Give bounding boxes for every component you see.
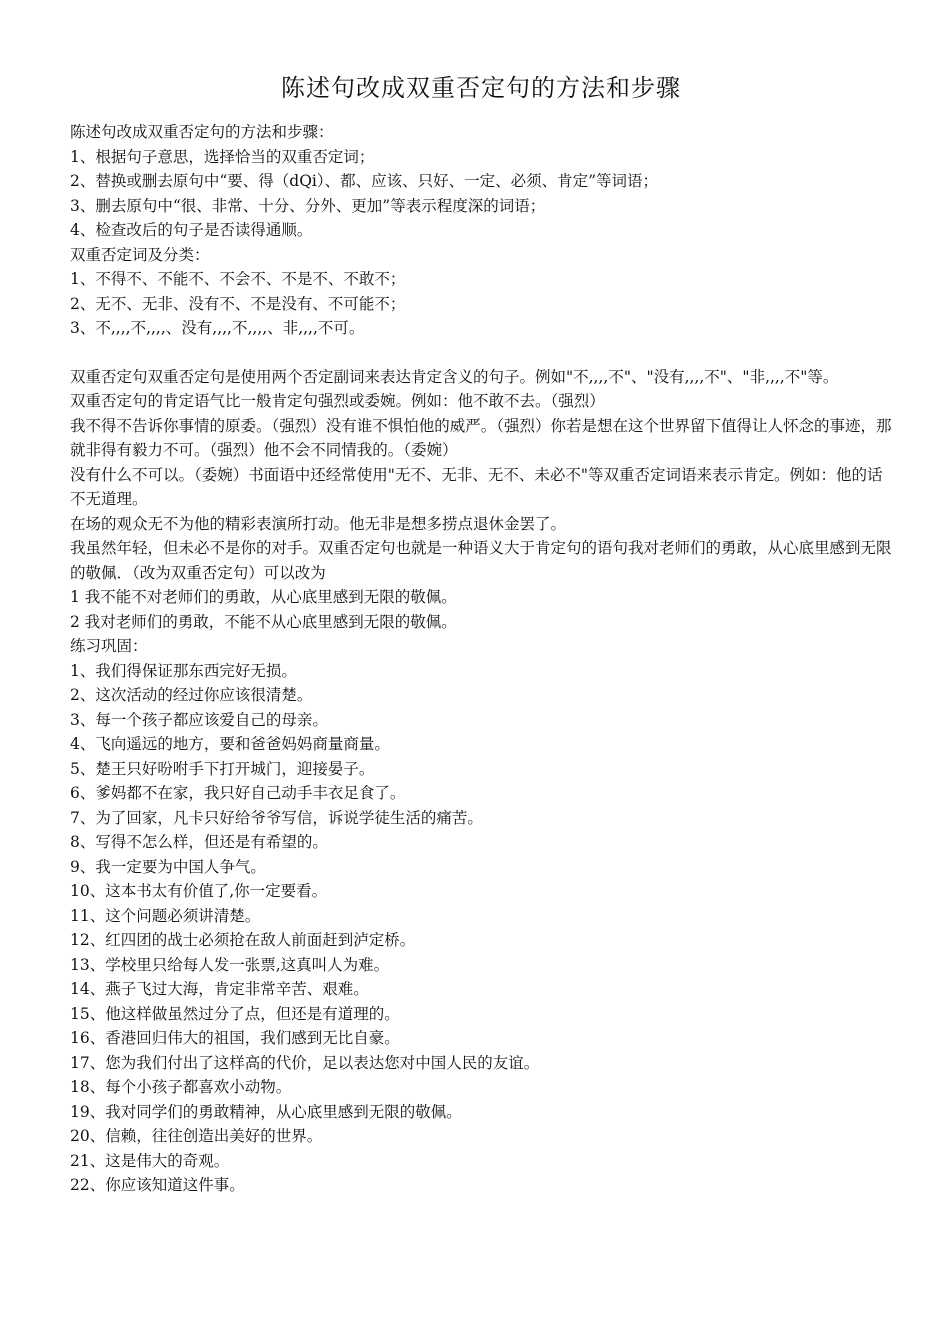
- explanation-paragraph: 在场的观众无不为他的精彩表演所打动。他无非是想多捞点退休金罢了。: [70, 514, 567, 533]
- explanation-paragraph: 我虽然年轻，但未必不是你的对手。双重否定句也就是一种语义大于肯定句的语句我对老师们的勇敢，从心底里感到无限的敬佩．（改为双重否定句）可以改为: [70, 539, 892, 582]
- practice-item: 3、每一个孩子都应该爱自己的母亲。: [70, 710, 328, 729]
- practice-item: 22、你应该知道这件事。: [70, 1176, 245, 1194]
- document-title: 陈述句改成双重否定句的方法和步骤: [281, 74, 681, 102]
- explanation-paragraph: 我不得不告诉你事情的原委。（强烈）没有谁不惧怕他的威严。（强烈）你若是想在这个世界留下值得让人怀念的事迹，那就非得有毅力不可。（强烈）他不会不同情我的。（委婉）: [70, 416, 892, 459]
- practice-item: 5、楚王只好吩咐手下打开城门，迎接晏子。: [70, 759, 375, 778]
- practice-item: 14、燕子飞过大海，肯定非常辛苦、艰难。: [70, 980, 369, 998]
- method-step: 3、删去原句中“很、非常、十分、分外、更加”等表示程度深的词语；: [70, 196, 546, 215]
- example-answer: 1 我不能不对老师们的勇敢，从心底里感到无限的敬佩。: [70, 588, 457, 606]
- practice-item: 16、香港回归伟大的祖国，我们感到无比自豪。: [70, 1029, 400, 1047]
- practice-item: 9、我一定要为中国人争气。: [70, 857, 266, 876]
- practice-list: [70, 659, 892, 1198]
- blank-line: [70, 341, 892, 365]
- classes-heading: 双重否定词及分类：: [70, 245, 210, 264]
- method-heading: 陈述句改成双重否定句的方法和步骤：: [70, 123, 334, 141]
- practice-item: 8、写得不怎么样，但还是有希望的。: [70, 833, 328, 851]
- practice-item: 6、爹妈都不在家，我只好自己动手丰衣足食了。: [70, 784, 406, 802]
- practice-item: 17、您为我们付出了这样高的代价，足以表达您对中国人民的友谊。: [70, 1053, 540, 1072]
- practice-item: 2、这次活动的经过你应该很清楚。: [70, 686, 313, 704]
- practice-item: 11、这个问题必须讲清楚。: [70, 906, 261, 925]
- explanation-paragraph: 双重否定句的肯定语气比一般肯定句强烈或委婉。例如：他不敢不去。（强烈）: [70, 392, 605, 410]
- method-step: 2、替换或删去原句中“要、得（dQi）、都、应该、只好、一定、必须、肯定”等词语；: [70, 172, 659, 190]
- practice-item: 12、红四团的战士必须抢在敌人前面赶到泸定桥。: [70, 931, 416, 949]
- method-step: 1、根据句子意思，选择恰当的双重否定词；: [70, 147, 375, 166]
- practice-item: 4、飞向遥远的地方，要和爸爸妈妈商量商量。: [70, 735, 390, 753]
- practice-item: 21、这是伟大的奇观。: [70, 1151, 230, 1170]
- example-answer: 2 我对老师们的勇敢，不能不从心底里感到无限的敬佩。: [70, 612, 457, 631]
- practice-heading: 练习巩固：: [70, 637, 148, 655]
- practice-item: 13、学校里只给每人发一张票,这真叫人为难。: [70, 955, 390, 974]
- practice-item: 15、他这样做虽然过分了点，但还是有道理的。: [70, 1004, 400, 1023]
- practice-item: 10、这本书太有价值了,你一定要看。: [70, 882, 328, 900]
- practice-item: 20、信赖，往往创造出美好的世界。: [70, 1127, 323, 1145]
- practice-item: 19、我对同学们的勇敢精神，从心底里感到无限的敬佩。: [70, 1102, 462, 1121]
- classes-item: 3、不,,,,不,,,,、没有,,,,不,,,,、非,,,,不可。: [70, 319, 365, 337]
- practice-item: 18、每个小孩子都喜欢小动物。: [70, 1078, 292, 1096]
- practice-item: 7、为了回家，凡卡只好给爷爷写信，诉说学徒生活的痛苦。: [70, 808, 483, 827]
- explanation-paragraph: 双重否定句双重否定句是使用两个否定副词来表达肯定含义的句子。例如"不,,,,不"、"没有,,,,不"、"非,,,,不"等。: [70, 367, 839, 386]
- classes-item: 1、不得不、不能不、不会不、不是不、不敢不；: [70, 270, 406, 288]
- explanation-paragraph: 没有什么不可以。（委婉）书面语中还经常使用"无不、无非、无不、未必不"等双重否定词语来表示肯定。例如：他的话不无道理。: [70, 465, 883, 508]
- practice-item: 1、我们得保证那东西完好无损。: [70, 661, 297, 680]
- classes-item: 2、无不、无非、没有不、不是没有、不可能不；: [70, 294, 406, 313]
- method-step: 4、检查改后的句子是否读得通顺。: [70, 221, 313, 239]
